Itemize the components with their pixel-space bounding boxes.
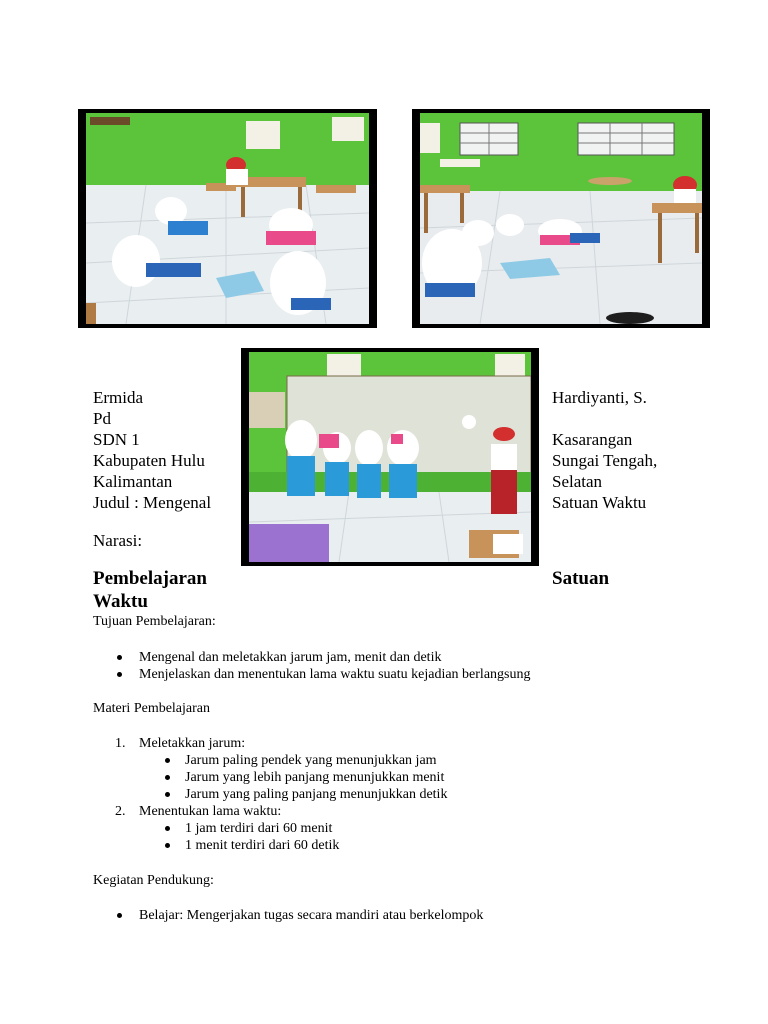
materi-item-2-sub-1: 1 jam terdiri dari 60 menit xyxy=(185,821,333,836)
materi-label: Materi Pembelajaran xyxy=(93,701,211,716)
heading-left: Pembelajaran xyxy=(93,568,207,589)
author-right-line-1: Hardiyanti, S. xyxy=(552,388,647,407)
bullet-icon xyxy=(117,672,122,677)
classroom-photo-image xyxy=(249,352,531,562)
classroom-photo-image xyxy=(86,113,369,324)
tujuan-item-1: Mengenal dan meletakkan jarum jam, menit dan detik xyxy=(139,650,442,665)
photo-students-seated xyxy=(78,109,377,328)
author-right-line-4: Sungai Tengah, xyxy=(552,451,658,470)
materi-item-1-sub-2: Jarum yang lebih panjang menunjukkan menit xyxy=(185,770,445,785)
materi-item-1: Meletakkan jarum: xyxy=(139,736,246,751)
heading-right: Satuan xyxy=(552,568,610,589)
bullet-icon xyxy=(165,775,170,780)
materi-item-1-sub-3: Jarum yang paling panjang menunjukkan detik xyxy=(185,787,448,802)
photo-students-group xyxy=(412,109,710,328)
materi-number-1: 1. xyxy=(115,736,126,751)
bullet-icon xyxy=(117,913,122,918)
author-right-line-3: Kasarangan xyxy=(552,430,633,449)
author-left-line-1: Ermida xyxy=(93,388,144,407)
classroom-photo-image xyxy=(420,113,702,324)
author-left-line-2: Pd xyxy=(93,409,111,428)
bullet-icon xyxy=(117,655,122,660)
author-right-line-5: Selatan xyxy=(552,472,603,491)
tujuan-label: Tujuan Pembelajaran: xyxy=(93,614,216,629)
tujuan-item-2: Menjelaskan dan menentukan lama waktu suatu kejadian berlangsung xyxy=(139,667,531,682)
bullet-icon xyxy=(165,792,170,797)
bullet-icon xyxy=(165,843,170,848)
materi-item-2: Menentukan lama waktu: xyxy=(139,804,282,819)
author-left-line-5: Kalimantan xyxy=(93,472,173,491)
author-right-line-6: Satuan Waktu xyxy=(552,493,647,512)
kegiatan-label: Kegiatan Pendukung: xyxy=(93,873,214,888)
kegiatan-item-1: Belajar: Mengerjakan tugas secara mandiri atau berkelompok xyxy=(139,908,484,923)
narasi-label: Narasi: xyxy=(93,531,143,550)
materi-item-1-sub-1: Jarum paling pendek yang menunjukkan jam xyxy=(185,753,437,768)
bullet-icon xyxy=(165,826,170,831)
materi-item-2-sub-2: 1 menit terdiri dari 60 detik xyxy=(185,838,340,853)
author-left-line-4: Kabupaten Hulu xyxy=(93,451,205,470)
bullet-icon xyxy=(165,758,170,763)
author-left-line-3: SDN 1 xyxy=(93,430,140,449)
heading-second-line: Waktu xyxy=(93,591,148,612)
materi-number-2: 2. xyxy=(115,804,126,819)
photo-students-at-wall xyxy=(241,348,539,566)
author-left-line-6: Judul : Mengenal xyxy=(93,493,212,512)
